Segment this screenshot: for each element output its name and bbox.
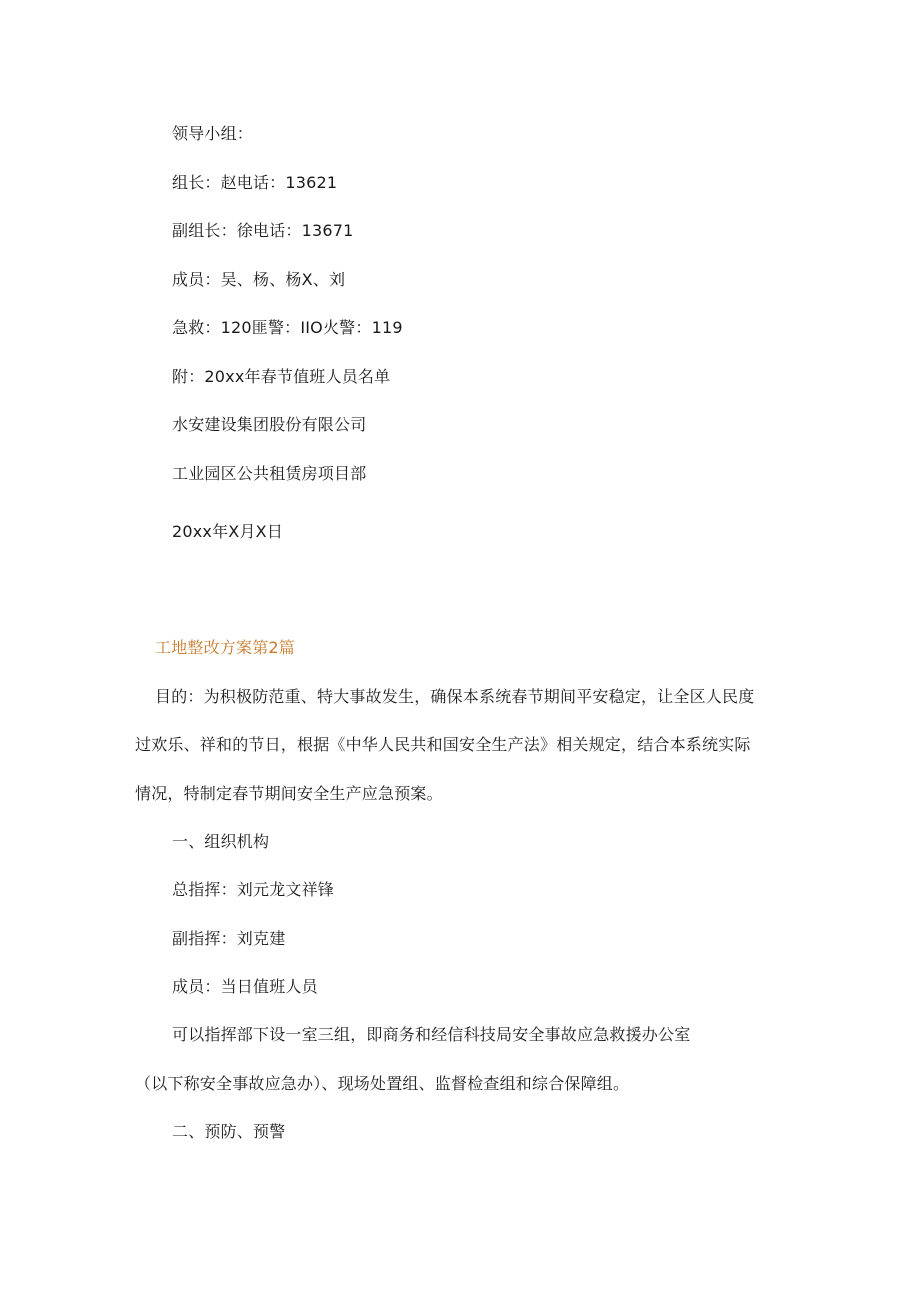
deputy-leader-line: 副组长：徐电话：13671 — [172, 221, 354, 240]
attachment-line: 附：20xx年春节值班人员名单 — [172, 367, 391, 386]
emergency-numbers-line: 急救：120匪警：IIO火警：119 — [172, 318, 403, 337]
structure-paragraph-line-1: 可以指挥部下设一室三组，即商务和经信科技局安全事故应急救援办公室 — [172, 1025, 691, 1044]
duty-members-line: 成员：当日值班人员 — [172, 977, 318, 996]
company-name: 水安建设集团股份有限公司 — [172, 415, 367, 434]
section-heading: 工地整改方案第2篇 — [155, 638, 295, 657]
leadership-group-label: 领导小组： — [172, 124, 254, 143]
purpose-paragraph-line-3: 情况，特制定春节期间安全生产应急预案。 — [135, 784, 443, 803]
prevention-heading: 二、预防、预警 — [172, 1122, 286, 1141]
deputy-commander-line: 副指挥：刘克建 — [172, 929, 286, 948]
project-department: 工业园区公共租赁房项目部 — [172, 464, 367, 483]
organization-heading: 一、组织机构 — [172, 832, 270, 851]
group-leader-line: 组长：赵电话：13621 — [172, 173, 338, 192]
purpose-paragraph-line-1: 目的：为积极防范重、特大事故发生，确保本系统春节期间平安稳定，让全区人民度 — [155, 687, 755, 706]
purpose-paragraph-line-2: 过欢乐、祥和的节日，根据《中华人民共和国安全生产法》相关规定，结合本系统实际 — [135, 735, 751, 754]
document-date: 20xx年X月X日 — [172, 522, 284, 541]
commander-line: 总指挥：刘元龙文祥锋 — [172, 880, 335, 899]
structure-paragraph-line-2: （以下称安全事故应急办）、现场处置组、监督检查组和综合保障组。 — [135, 1074, 630, 1093]
members-line: 成员：吴、杨、杨X、刘 — [172, 270, 346, 289]
